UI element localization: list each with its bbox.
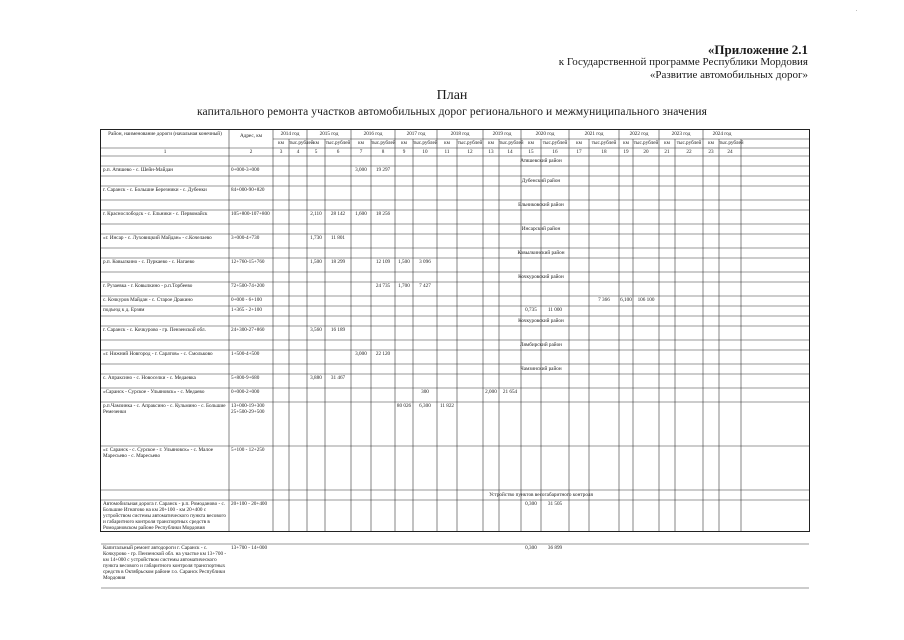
unit-km: км: [358, 140, 364, 146]
row-value: 0,300: [525, 501, 537, 507]
column-number: 20: [643, 149, 649, 155]
row-value: 31 505: [547, 501, 563, 507]
row-name: р.п.Чамзинка - с. Апраксино - с. Кульмино - с. Большие Ремезенки: [103, 403, 226, 415]
column-number: 7: [359, 149, 363, 155]
row-value: 1,700: [398, 283, 410, 289]
row-address: 13+700 - 14+000: [231, 545, 268, 551]
column-number: 6: [336, 149, 340, 155]
program-line-2: «Развитие автомобильных дорог»: [649, 69, 808, 81]
year-header: 2018 год: [450, 131, 470, 137]
page-subtitle: капитального ремонта участков автомобильных дорог регионального и межмуниципального значения: [197, 106, 707, 118]
row-value: 31 467: [330, 375, 346, 381]
unit-km: км: [444, 140, 450, 146]
row-name: р.п. Атяшево - с. Шейн-Майдан: [103, 167, 174, 173]
year-header: 2017 год: [406, 131, 426, 137]
header-name: Район, наименование дороги (начальная конечный): [108, 131, 222, 137]
section-title: Кочкуровский район: [518, 318, 564, 324]
row-value: 1,600: [355, 211, 367, 217]
unit-rub: тыс.рублей: [499, 140, 524, 146]
unit-km: км: [401, 140, 407, 146]
section-title: Чамзинский район: [520, 366, 562, 372]
column-number: 22: [686, 149, 692, 155]
column-number: 9: [402, 149, 406, 155]
row-value: 11 000: [547, 307, 563, 313]
row-value: 0,735: [525, 307, 537, 313]
row-value: 1,500: [398, 259, 410, 265]
column-number: 10: [422, 149, 428, 155]
row-name: «г. Инсар - с. Луховицкий Майдан» - с.Кочелаево: [103, 235, 212, 241]
row-address: 20+100 - 20+400: [231, 501, 268, 507]
row-address: 13+000-19+300 25+500-29+500: [231, 403, 265, 415]
section-title: Кочкуровский район: [518, 274, 564, 280]
row-value: 3,880: [310, 375, 322, 381]
row-value: 12 109: [375, 259, 391, 265]
row-value: 11 822: [439, 403, 455, 409]
row-address: 84+000-90+820: [231, 187, 265, 193]
header-address: Адрес, км: [239, 133, 263, 139]
section-title: Атяшевский район: [520, 158, 562, 164]
row-address: 12+760-15+760: [231, 259, 265, 265]
row-value: 3,560: [310, 327, 322, 333]
column-number: 14: [507, 149, 513, 155]
unit-km: км: [488, 140, 494, 146]
column-number: 17: [576, 149, 582, 155]
row-value: 18 299: [330, 259, 346, 265]
appendix-label: «Приложение 2.1: [707, 42, 808, 57]
column-number: 24: [727, 149, 733, 155]
row-name: г. Саранск - с. Большие Березники - с. Дубенки: [103, 187, 207, 193]
row-name: подъезд к д. Ерзям: [103, 307, 145, 313]
scan-mark: .: [856, 8, 858, 13]
section-title: Ельниковский район: [518, 202, 564, 208]
program-line-1: к Государственной программе Республики Мордовия: [558, 56, 808, 68]
unit-rub: тыс.рублей: [542, 140, 568, 146]
unit-km: км: [278, 140, 284, 146]
row-value: 7 427: [419, 283, 431, 289]
unit-rub: тыс.рублей: [289, 140, 314, 146]
column-number: 3: [279, 149, 283, 155]
unit-km: км: [664, 140, 670, 146]
year-header: 2022 год: [629, 131, 649, 137]
column-number: 23: [708, 149, 714, 155]
row-name: р.п. Ковылкино - с. Пуркаево - с. Нагаево: [103, 259, 195, 265]
page-title: План: [436, 88, 468, 103]
plan-table: [100, 129, 810, 581]
row-name: Капитальный ремонт автодороги г. Саранск - с. Кочкурово - гр. Пензенской обл. на участке км 13+700 - км 14+000 с устройством системы автоматического пункта весового и габаритного контроля транспортных средств в Октябрьском районе г.о. Саранск Республики Мордовия: [103, 545, 227, 581]
row-address: 5+100 - 12+250: [231, 447, 265, 453]
unit-rub: тыс.рублей: [719, 140, 744, 146]
row-value: 3,000: [355, 167, 367, 173]
year-header: 2014 год: [280, 131, 300, 137]
year-header: 2024 год: [712, 131, 732, 137]
row-name: г. Краснослободск - с. Ельники - с. Первомайск: [103, 211, 208, 217]
column-number: 1: [163, 149, 167, 155]
row-name: с. Апраксино - с. Новоселки - с. Медаевка: [103, 375, 196, 381]
row-name: г. Рузаевка - г. Ковылкино - р.п.Торбеево: [103, 283, 193, 289]
unit-rub: тыс.рублей: [457, 140, 483, 146]
column-number: 11: [444, 149, 450, 155]
row-address: 0+000 - 6+100: [231, 297, 262, 303]
row-name: Автомобильная дорога г. Саранск - р.п. Ромоданово - с. Большие Игнатово на км 20+100 - км 20+400 с устройством системы автоматического пункта весового и габаритного контроля транспортных средств в Ромодановском районе Республики Мордовия: [103, 501, 226, 531]
row-value: 18 256: [375, 211, 391, 217]
row-name: «г. Саранск - с. Сурское - г. Ульяновск» - с. Малое Маресьево - с. Маресьево: [103, 447, 214, 459]
unit-km: км: [528, 140, 534, 146]
year-header: 2023 год: [671, 131, 691, 137]
row-value: 3 096: [419, 259, 431, 265]
row-value: 2,110: [310, 211, 322, 217]
row-value: 21 654: [502, 389, 518, 395]
row-value: 36 899: [547, 545, 563, 551]
unit-km: км: [708, 140, 714, 146]
row-address: 105+800-107+800: [231, 211, 270, 217]
year-header: 2021 год: [584, 131, 604, 137]
row-value: 7 366: [598, 297, 610, 303]
row-address: 5+800-9+680: [231, 375, 260, 381]
section-title: Инсарский район: [521, 226, 561, 232]
program-reference: [559, 56, 808, 82]
column-number: 18: [601, 149, 607, 155]
row-name: «г. Нижний Новгород - г. Саратов» - с. Смольково: [103, 351, 213, 357]
row-name: с. Кочкуров Майдан - с. Старое Дракино: [103, 297, 193, 303]
row-value: 2,000: [485, 389, 497, 395]
unit-km: км: [576, 140, 582, 146]
year-header: 2020 год: [535, 131, 555, 137]
row-value: 6,300: [419, 403, 431, 409]
unit-km: км: [313, 140, 319, 146]
year-header: 2019 год: [492, 131, 512, 137]
unit-rub: тыс.рублей: [591, 140, 617, 146]
row-value: 24 735: [375, 283, 391, 289]
row-value: 28 142: [330, 211, 346, 217]
column-number: 8: [381, 149, 385, 155]
section-title: Устройство пунктов весогабаритного контроля: [489, 492, 593, 498]
row-value: 1,500: [310, 259, 322, 265]
column-number: 4: [296, 149, 300, 155]
column-number: 13: [488, 149, 494, 155]
row-address: 1+365 - 2+100: [231, 307, 262, 313]
row-address: 24+300-27+860: [231, 327, 265, 333]
unit-rub: тыс.рублей: [676, 140, 702, 146]
column-number: 21: [664, 149, 670, 155]
row-name: «Саранск - Сурское - Ульяновск» - с. Медаево: [103, 389, 205, 395]
row-value: 0,300: [525, 545, 537, 551]
row-value: 1,730: [310, 235, 322, 241]
row-value: 106 100: [637, 297, 655, 303]
unit-km: км: [623, 140, 629, 146]
row-value: 19 297: [375, 167, 391, 173]
row-value: 300: [421, 389, 429, 395]
column-number: 16: [552, 149, 558, 155]
unit-rub: тыс.рублей: [633, 140, 659, 146]
section-title: Дубенский район: [521, 178, 561, 184]
column-number: 15: [528, 149, 534, 155]
row-address: 3+000-4+730: [231, 235, 260, 241]
row-address: 72+500-74+200: [231, 283, 265, 289]
unit-rub: тыс.рублей: [371, 140, 396, 146]
unit-rub: тыс.рублей: [413, 140, 438, 146]
column-number: 19: [623, 149, 629, 155]
section-title: Лямбирский район: [520, 342, 562, 348]
unit-rub: тыс.рублей: [325, 140, 351, 146]
row-name: г. Саранск - с. Кочкурово - гр. Пензенской обл.: [103, 327, 206, 333]
row-address: 0+000-3+000: [231, 167, 260, 173]
row-address: 1+500-4+500: [231, 351, 260, 357]
row-value: 6,100: [620, 297, 632, 303]
row-value: 80 026: [396, 403, 412, 409]
year-header: 2016 год: [363, 131, 383, 137]
column-number: 5: [314, 149, 318, 155]
section-title: Ковылкинский район: [517, 250, 565, 256]
row-value: 22 120: [375, 351, 391, 357]
row-value: 16 189: [330, 327, 346, 333]
column-number: 12: [467, 149, 473, 155]
row-address: 0+000-2+000: [231, 389, 260, 395]
row-value: 3,000: [355, 351, 367, 357]
year-header: 2015 год: [319, 131, 339, 137]
row-value: 11 801: [330, 235, 346, 241]
column-number: 2: [249, 149, 253, 155]
